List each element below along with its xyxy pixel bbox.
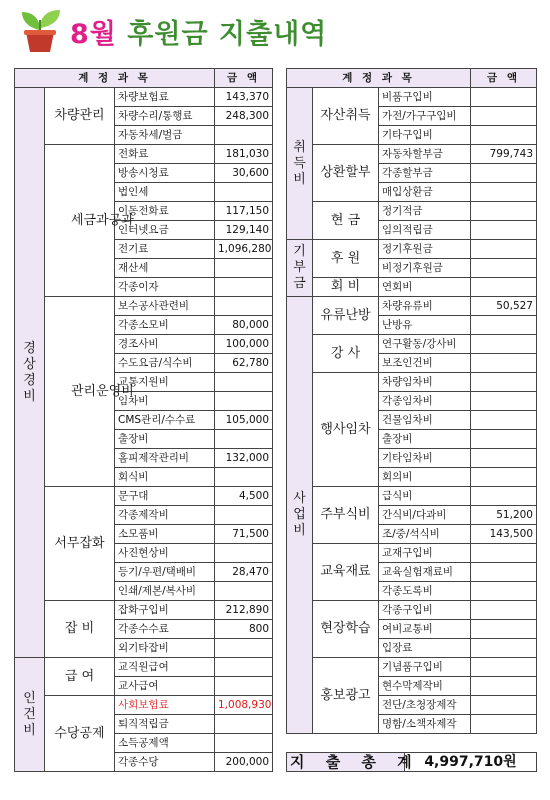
category-label: 자산취득 (313, 88, 379, 145)
category-label: 교육재료 (313, 544, 379, 601)
item-amount: 143,370 (215, 88, 273, 107)
table-row (287, 240, 537, 259)
item-label: 재산세 (115, 259, 215, 278)
item-label: 보조인건비 (379, 354, 471, 373)
item-amount (215, 259, 273, 278)
item-amount (215, 658, 273, 677)
item-label: 기타구입비 (379, 126, 471, 145)
item-label: 각종수수료 (115, 620, 215, 639)
section-label-text: 인건비 (23, 690, 36, 738)
item-label: 잡화구입비 (115, 601, 215, 620)
item-amount (471, 183, 537, 202)
item-amount: 80,000 (215, 316, 273, 335)
item-label: 기념품구입비 (379, 658, 471, 677)
item-label: 각종구입비 (379, 601, 471, 620)
item-amount (471, 601, 537, 620)
table-row (287, 373, 537, 392)
item-label: 건물임차비 (379, 411, 471, 430)
table-row (287, 658, 537, 677)
item-amount (215, 677, 273, 696)
item-label: 방송시청료 (115, 164, 215, 183)
title-text: 후원금 지출내역 (127, 19, 328, 50)
item-amount: 800 (215, 620, 273, 639)
item-label: 차량유류비 (379, 297, 471, 316)
item-label: 각종수당 (115, 753, 215, 772)
item-label: 차량보험료 (115, 88, 215, 107)
category-label: 홍보광고 (313, 658, 379, 734)
item-amount: 212,890 (215, 601, 273, 620)
item-label: 교직원급여 (115, 658, 215, 677)
table-row (15, 297, 273, 316)
item-amount (215, 373, 273, 392)
item-label: 교육실험재료비 (379, 563, 471, 582)
item-label: 각종임차비 (379, 392, 471, 411)
item-label: 각종소모비 (115, 316, 215, 335)
item-amount (471, 639, 537, 658)
item-label: 간식비/다과비 (379, 506, 471, 525)
item-label: 각종도록비 (379, 582, 471, 601)
item-label: 명함/소책자제작 (379, 715, 471, 734)
item-amount (471, 126, 537, 145)
item-amount: 129,140 (215, 221, 273, 240)
item-label: 이동전화료 (115, 202, 215, 221)
page-header (0, 0, 550, 58)
item-label: 회식비 (115, 468, 215, 487)
section-label-text: 기부금 (293, 244, 306, 291)
item-amount (471, 316, 537, 335)
item-label: 난방유 (379, 316, 471, 335)
item-label: 각종할부금 (379, 164, 471, 183)
item-label: 경조사비 (115, 335, 215, 354)
item-amount (471, 164, 537, 183)
item-amount (471, 221, 537, 240)
table-row (15, 658, 273, 677)
category-label: 관리운영비 (45, 297, 115, 487)
item-amount (471, 373, 537, 392)
item-amount: 799,743 (471, 145, 537, 164)
item-amount (471, 259, 537, 278)
item-amount (215, 468, 273, 487)
table-row (15, 145, 273, 164)
item-label: 교재구입비 (379, 544, 471, 563)
account-header: 계 정 과 목 (15, 69, 215, 88)
category-label: 세금과공과 (45, 145, 115, 297)
item-amount: 4,500 (215, 487, 273, 506)
category-label: 상환할부 (313, 145, 379, 202)
item-amount (471, 582, 537, 601)
item-amount (471, 449, 537, 468)
item-label: 정기적금 (379, 202, 471, 221)
category-label: 급 여 (45, 658, 115, 696)
table-row (287, 202, 537, 221)
left-ledger-table (14, 68, 273, 772)
item-amount (471, 354, 537, 373)
total-value: 4,997,710원 (405, 753, 537, 772)
table-row (287, 278, 537, 297)
category-label: 수당공제 (45, 696, 115, 772)
category-label: 유류난방 (313, 297, 379, 335)
item-label: 등기/우편/택배비 (115, 563, 215, 582)
table-row (287, 145, 537, 164)
item-label: 가전/가구구입비 (379, 107, 471, 126)
item-amount (471, 544, 537, 563)
item-label: 비정기후원금 (379, 259, 471, 278)
item-label: 연회비 (379, 278, 471, 297)
item-label: 전기료 (115, 240, 215, 259)
category-label: 강 사 (313, 335, 379, 373)
item-amount (471, 392, 537, 411)
item-amount: 50,527 (471, 297, 537, 316)
item-label: 전단/초청장제작 (379, 696, 471, 715)
table-row (287, 88, 537, 107)
category-label: 후 원 (313, 240, 379, 278)
table-row (287, 601, 537, 620)
right-ledger-table (286, 68, 537, 734)
item-amount (215, 734, 273, 753)
item-amount (471, 202, 537, 221)
table-row (287, 544, 537, 563)
item-amount (215, 544, 273, 563)
item-amount (471, 107, 537, 126)
item-label: 기타임차비 (379, 449, 471, 468)
table-row (287, 487, 537, 506)
item-label: 정기후원금 (379, 240, 471, 259)
category-label: 현장학습 (313, 601, 379, 658)
item-amount: 28,470 (215, 563, 273, 582)
item-label: 각종제작비 (115, 506, 215, 525)
item-label: 소득공제액 (115, 734, 215, 753)
section-label (287, 88, 313, 240)
item-label: 보수공사관련비 (115, 297, 215, 316)
item-amount (471, 335, 537, 354)
item-label: 조/중/석식비 (379, 525, 471, 544)
item-label: 차량수리/통행료 (115, 107, 215, 126)
item-amount: 200,000 (215, 753, 273, 772)
table-row (287, 335, 537, 354)
table-header-row (287, 69, 537, 88)
page-title (70, 12, 327, 51)
item-amount: 248,300 (215, 107, 273, 126)
item-label: 각종이자 (115, 278, 215, 297)
item-amount (215, 278, 273, 297)
item-label: 소모품비 (115, 525, 215, 544)
item-amount (471, 620, 537, 639)
account-header: 계 정 과 목 (287, 69, 471, 88)
table-row (287, 297, 537, 316)
item-amount (215, 430, 273, 449)
item-amount: 181,030 (215, 145, 273, 164)
category-label: 회 비 (313, 278, 379, 297)
item-amount: 105,000 (215, 411, 273, 430)
item-label: 임차비 (115, 392, 215, 411)
item-label: 전화료 (115, 145, 215, 164)
table-header-row (15, 69, 273, 88)
item-amount: 1,096,280 (215, 240, 273, 259)
sprout-pot-icon (14, 6, 66, 54)
section-label-text: 취득비 (293, 139, 306, 187)
item-amount (215, 297, 273, 316)
total-label: 지 출 총 계 (287, 753, 405, 772)
item-label: 현수막제작비 (379, 677, 471, 696)
table-row (15, 88, 273, 107)
item-label: 출장비 (379, 430, 471, 449)
item-amount: 100,000 (215, 335, 273, 354)
item-label: 교통지원비 (115, 373, 215, 392)
item-label: 문구대 (115, 487, 215, 506)
item-label: CMS관리/수수료 (115, 411, 215, 430)
item-amount: 132,000 (215, 449, 273, 468)
item-label: 법인세 (115, 183, 215, 202)
section-label (287, 240, 313, 297)
table-row (15, 601, 273, 620)
section-label-text: 경상경비 (23, 340, 36, 404)
item-amount (471, 88, 537, 107)
item-amount (215, 715, 273, 734)
item-amount (215, 183, 273, 202)
category-label: 차량관리 (45, 88, 115, 145)
item-label: 인터넷요금 (115, 221, 215, 240)
item-amount (215, 506, 273, 525)
category-label: 잡 비 (45, 601, 115, 658)
item-amount: 51,200 (471, 506, 537, 525)
item-amount (471, 696, 537, 715)
item-label: 사진현상비 (115, 544, 215, 563)
item-amount (471, 677, 537, 696)
item-label: 임의적립금 (379, 221, 471, 240)
item-label: 여비교통비 (379, 620, 471, 639)
item-amount (215, 639, 273, 658)
item-label: 매입상환금 (379, 183, 471, 202)
item-label: 출장비 (115, 430, 215, 449)
item-label: 외기타잡비 (115, 639, 215, 658)
item-amount (471, 658, 537, 677)
item-amount: 143,500 (471, 525, 537, 544)
total-table (286, 752, 537, 772)
category-label: 행사임차 (313, 373, 379, 487)
item-label: 자동차세/벌금 (115, 126, 215, 145)
section-label (15, 88, 45, 658)
item-amount (215, 126, 273, 145)
category-label: 서무잡화 (45, 487, 115, 601)
category-label: 현 금 (313, 202, 379, 240)
item-amount (471, 411, 537, 430)
item-amount (471, 715, 537, 734)
item-label: 연구활동/강사비 (379, 335, 471, 354)
table-row (15, 487, 273, 506)
item-label: 입장료 (379, 639, 471, 658)
item-label: 퇴직적립금 (115, 715, 215, 734)
table-row (15, 696, 273, 715)
item-amount (215, 392, 273, 411)
section-label (287, 297, 313, 734)
item-amount (215, 582, 273, 601)
item-label: 홈피제작관리비 (115, 449, 215, 468)
item-amount (471, 240, 537, 259)
item-label: 차량임차비 (379, 373, 471, 392)
item-amount (471, 430, 537, 449)
item-label: 비품구입비 (379, 88, 471, 107)
item-label: 인쇄/제본/복사비 (115, 582, 215, 601)
item-amount: 71,500 (215, 525, 273, 544)
item-amount: 117,150 (215, 202, 273, 221)
category-label: 주부식비 (313, 487, 379, 544)
item-amount: 1,008,930 (215, 696, 273, 715)
item-amount (471, 278, 537, 297)
item-label: 회의비 (379, 468, 471, 487)
amount-header: 금 액 (471, 69, 537, 88)
amount-header: 금 액 (215, 69, 273, 88)
item-label: 수도요금/식수비 (115, 354, 215, 373)
section-label-text: 사업비 (293, 491, 306, 538)
item-amount (471, 563, 537, 582)
item-label: 급식비 (379, 487, 471, 506)
item-amount (471, 487, 537, 506)
item-amount: 62,780 (215, 354, 273, 373)
item-label: 자동차할부금 (379, 145, 471, 164)
section-label (15, 658, 45, 772)
item-label: 사회보험료 (115, 696, 215, 715)
item-amount: 30,600 (215, 164, 273, 183)
title-month: 8월 (70, 19, 117, 50)
item-label: 교사급여 (115, 677, 215, 696)
item-amount (471, 468, 537, 487)
